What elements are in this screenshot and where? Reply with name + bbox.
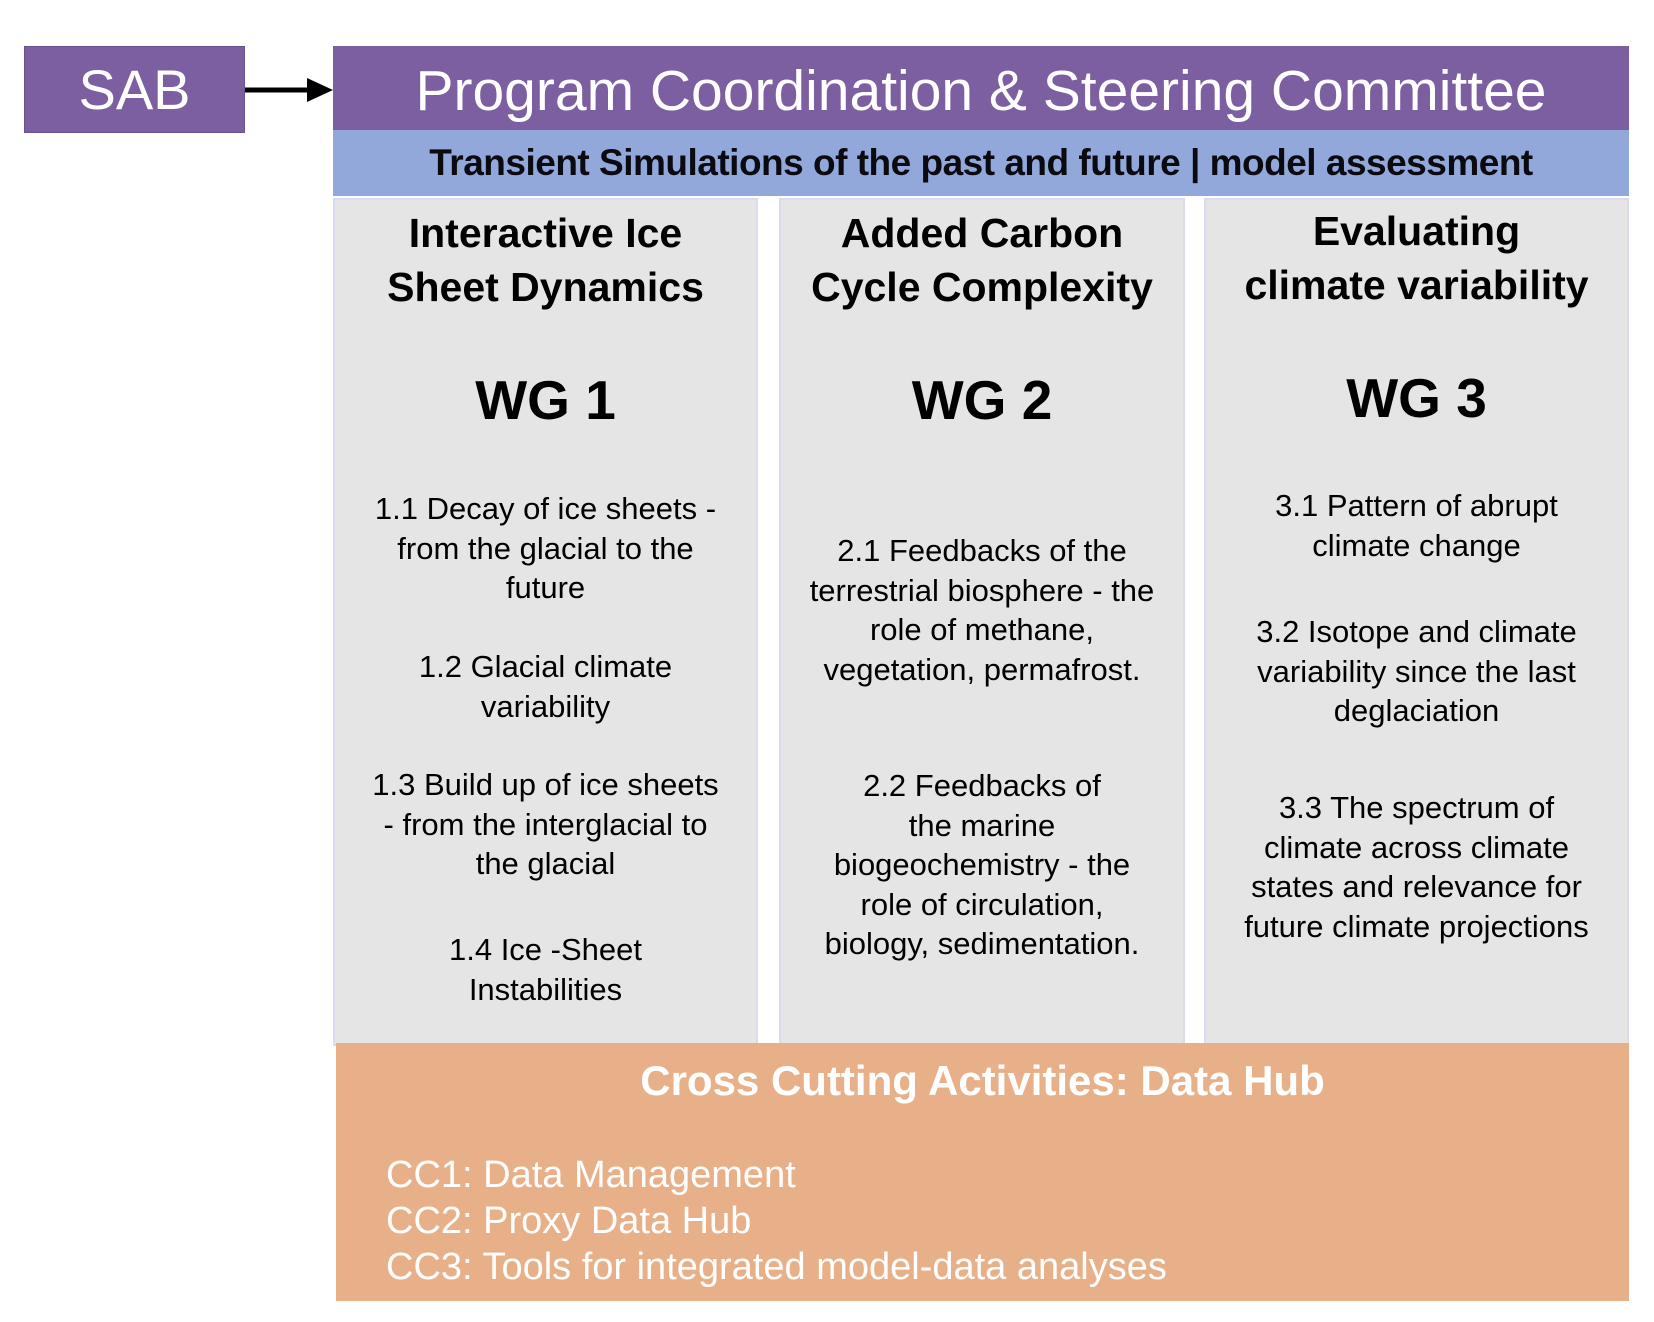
wg3-title: Evaluating climate variability [1244,208,1589,308]
wg2-title: Added Carbon Cycle Complexity [811,210,1153,310]
working-group-3-panel [1204,198,1629,1046]
wg1-label: WG 1 [475,369,616,431]
working-group-2-panel [779,198,1185,1046]
wg1-item-1-4: 1.4 Ice -Sheet Instabilities [448,932,642,1007]
sab-box [24,46,245,133]
cc1-item: CC1: Data Management [386,1154,796,1196]
transient-simulations-label: Transient Simulations of the past and future | model assessment [429,142,1533,183]
wg2-item-2-2: 2.2 Feedbacks of the marine biogeochemistry - the role of circulation, biology, sedimentation. [824,768,1140,961]
wg3-item-3-2: 3.2 Isotope and climate variability since the last deglaciation [1256,614,1577,728]
wg1-item-1-1: 1.1 Decay of ice sheets - from the glacial to the future [374,491,717,605]
wg1-title: Interactive Ice Sheet Dynamics [387,210,704,310]
wg1-item-1-2: 1.2 Glacial climate variability [418,649,673,724]
cross-cutting-title: Cross Cutting Activities: Data Hub [640,1057,1325,1104]
cc3-item: CC3: Tools for integrated model-data analyses [386,1246,1167,1288]
wg2-item-2-1: 2.1 Feedbacks of the terrestrial biosphere - the role of methane, vegetation, permafrost. [809,533,1155,687]
transient-simulations-banner [333,130,1629,196]
wg3-item-3-1: 3.1 Pattern of abrupt climate change [1275,488,1558,563]
wg3-label: WG 3 [1346,367,1487,429]
working-group-1-panel [333,198,758,1046]
steering-committee-label: Program Coordination & Steering Committee [415,59,1547,123]
cc2-item: CC2: Proxy Data Hub [386,1200,752,1242]
steering-committee-box [333,46,1629,132]
wg1-item-1-3: 1.3 Build up of ice sheets - from the interglacial to the glacial [372,767,719,881]
arrow-right-icon [245,74,335,106]
wg3-item-3-3: 3.3 The spectrum of climate across climate states and relevance for future climate projections [1244,790,1589,944]
wg2-label: WG 2 [911,369,1053,431]
cross-cutting-panel [336,1043,1629,1301]
sab-label: SAB [78,58,191,121]
